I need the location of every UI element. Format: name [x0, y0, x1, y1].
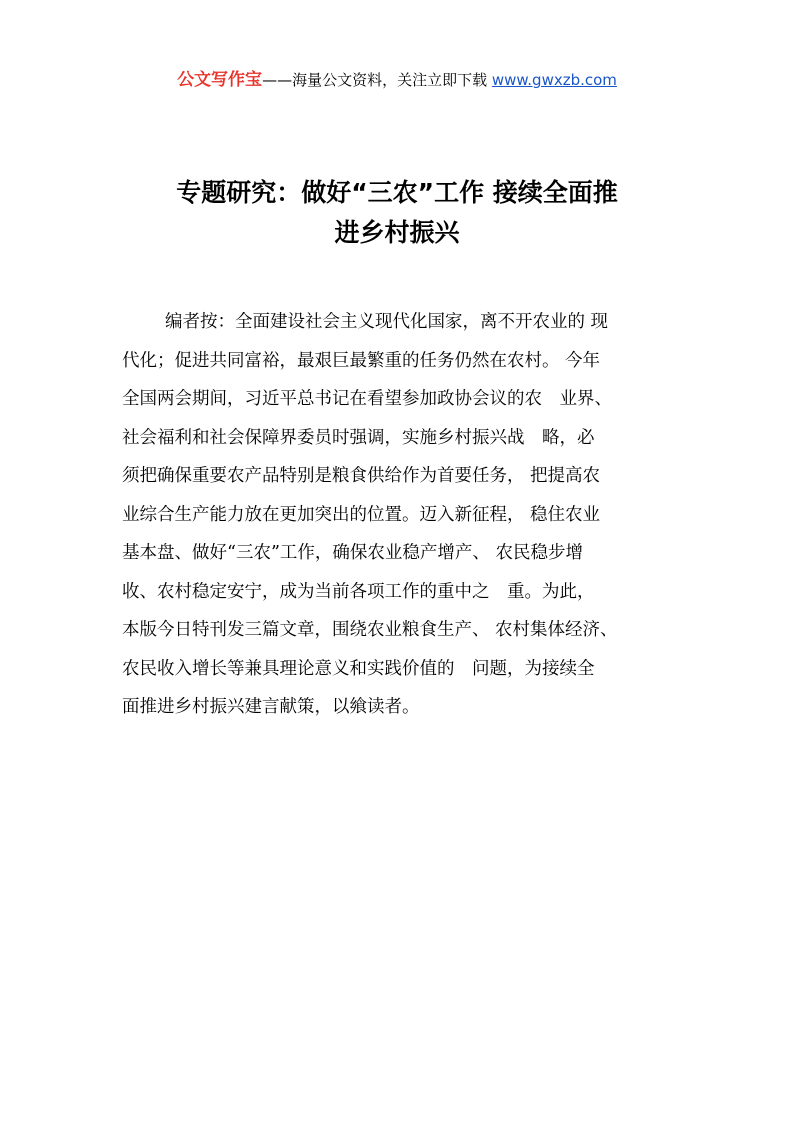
paragraph-line: 本版今日特刊发三篇文章，围绕农业粮食生产、 农村集体经济、	[122, 620, 618, 640]
paragraph-line: 代化；促进共同富裕，最艰巨最繁重的任务仍然在农村。 今年	[122, 350, 601, 371]
document-title	[0, 173, 794, 253]
paragraph-line: 收、农村稳定安宁，成为当前各项工作的重中之 重。为此，	[122, 581, 595, 602]
title-line-2: 进乡村振兴	[334, 218, 460, 247]
paragraph-line: 农民收入增长等兼具理论意义和实践价值的 问题，为接续全	[122, 658, 595, 679]
page-header	[0, 68, 794, 92]
paragraph-line: 编者按：全面建设社会主义现代化国家，离不开农业的 现	[165, 312, 609, 332]
brand-name: 公文写作宝	[177, 70, 263, 90]
paragraph-line: 基本盘、做好“三农”工作，确保农业稳产增产、 农民稳步增	[122, 543, 583, 563]
paragraph-line: 全国两会期间，习近平总书记在看望参加政协会议的农 业界、	[122, 389, 612, 409]
header-slogan: 海量公文资料，关注立即下载	[292, 71, 488, 89]
paragraph-line: 面推进乡村振兴建言献策，以飨读者。	[122, 697, 420, 717]
paragraph-line: 须把确保重要农产品特别是粮食供给作为首要任务， 把提高农	[122, 466, 601, 486]
paragraph-line: 业综合生产能力放在更加突出的位置。迈入新征程， 稳住农业	[122, 504, 601, 525]
site-link[interactable]: www.gwxzb.com	[491, 71, 617, 89]
editor-note	[0, 303, 794, 727]
header-separator: ——	[262, 71, 293, 89]
title-line-1: 专题研究：做好“三农”工作 接续全面推	[176, 178, 618, 207]
paragraph-line: 社会福利和社会保障界委员时强调，实施乡村振兴战 略，必	[122, 427, 595, 448]
